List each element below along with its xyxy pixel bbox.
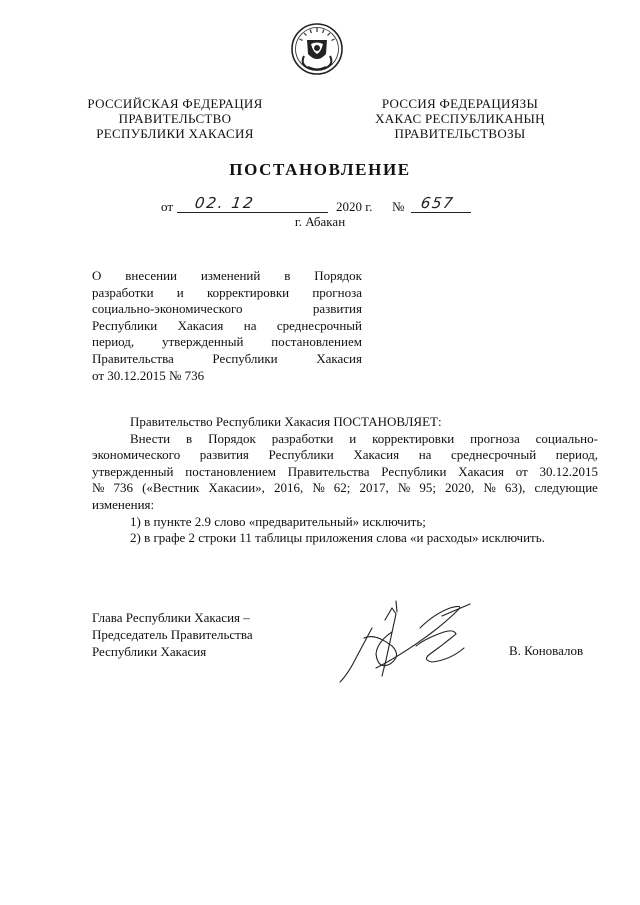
word: на [418, 447, 432, 463]
subject-block [92, 268, 362, 384]
word: Хакасии», [208, 480, 265, 496]
word: Республики [381, 463, 447, 479]
word: постановлением [185, 463, 276, 479]
amendment-item: 2) в графе 2 строки 11 таблицы приложения слова «и расходы» исключить. [130, 530, 545, 546]
date-underline [177, 212, 328, 213]
document-type-title: ПОСТАНОВЛЕНИЕ [229, 160, 411, 179]
word: Хакасия [353, 447, 400, 463]
word: Хакасия [316, 350, 362, 366]
year-suffix: 2020 г. [336, 199, 373, 214]
city-name: г. Абакан [294, 214, 346, 229]
subject-line-last: от 30.12.2015 № 736 [92, 367, 205, 383]
header-right-line: ПРАВИТЕЛЬСТВОЗЫ [394, 126, 526, 141]
word: № [312, 480, 325, 496]
word: 95; [419, 480, 436, 496]
signatory-title-line: Председатель Правительства [92, 627, 253, 642]
word: Порядок [314, 268, 362, 283]
word: («Вестник [142, 480, 200, 496]
header-left-line: РЕСПУБЛИКИ ХАКАСИЯ [96, 126, 254, 141]
header-right-block [368, 96, 552, 141]
header-right-line: ХАКАС РЕСПУБЛИКАНЫҢ [375, 111, 545, 126]
word: и [176, 284, 184, 300]
word: утвержденный [161, 334, 244, 350]
subject-line [92, 351, 362, 368]
word: развития [312, 301, 362, 317]
signatory-name: В. Коновалов [509, 643, 584, 658]
word: от [515, 463, 528, 479]
subject-line [92, 285, 362, 302]
word: среднесрочный [451, 447, 537, 463]
subject-line [92, 301, 362, 318]
word: изменений [200, 268, 261, 283]
word: в [186, 430, 193, 446]
word: № [397, 480, 411, 496]
word: О [92, 268, 102, 283]
word: № [92, 480, 105, 496]
subject-line [92, 318, 362, 335]
word: корректировки [372, 430, 455, 446]
signatory-title-line: Республики Хакасия [92, 644, 207, 659]
word: постановлением [271, 334, 362, 350]
word: 2020, [445, 480, 475, 496]
resolution-intro: Правительство Республики Хакасия ПОСТАНОВЛЯЕТ: [130, 414, 442, 429]
word: Республики [92, 317, 158, 333]
word: корректировки [206, 284, 290, 300]
word: период, [92, 334, 135, 350]
word: на [243, 317, 257, 333]
word: социально-экономического [92, 301, 243, 317]
word: Республики [212, 350, 278, 366]
word: 63), [504, 480, 526, 496]
word: разработки [271, 430, 334, 446]
word: 62; [333, 480, 351, 496]
paragraph-line [92, 431, 598, 448]
handwritten-date: 02. 12 [193, 194, 256, 212]
paragraph-line [92, 464, 598, 481]
header-right-line: РОССИЯ ФЕДЕРАЦИЯЗЫ [381, 96, 539, 111]
paragraph-line-last: изменения: [92, 496, 155, 512]
header-left-line: РОССИЙСКАЯ ФЕДЕРАЦИЯ [87, 96, 263, 111]
number-underline [411, 212, 471, 213]
word: Порядок [208, 430, 256, 446]
subject-line [92, 268, 362, 285]
word: прогноза [470, 430, 520, 446]
subject-line [92, 334, 362, 351]
hakassia-coat-of-arms-icon [290, 22, 344, 76]
word: развития [199, 447, 249, 463]
word: Хакасия [177, 317, 224, 333]
word: 2017, [359, 480, 389, 496]
header-left-line: ПРАВИТЕЛЬСТВО [118, 111, 232, 126]
word: 2016, [273, 480, 304, 496]
word: экономического [92, 447, 181, 463]
word: прогноза [312, 284, 362, 300]
number-sign: № [392, 199, 405, 214]
paragraph-line [92, 447, 598, 464]
word: социально- [535, 430, 598, 446]
word: Внести [130, 430, 171, 446]
signatory-title-line: Глава Республики Хакасия – [92, 610, 250, 625]
word: следующие [534, 480, 598, 496]
word: разработки [92, 284, 154, 300]
word: период, [555, 447, 598, 463]
signatory-title [92, 609, 253, 660]
word: внесении [125, 268, 177, 283]
word: в [284, 268, 291, 283]
date-prefix: от [161, 199, 174, 214]
resolution-body [92, 414, 598, 547]
word: Хакасия [458, 463, 504, 479]
word: среднесрочный [276, 317, 362, 333]
handwritten-number: 657 [419, 194, 456, 212]
word: и [349, 430, 357, 446]
word: Правительства [92, 350, 174, 366]
word: 736 [113, 480, 133, 496]
handwritten-signature [330, 598, 480, 688]
word: утвержденный [92, 463, 174, 479]
word: № [483, 480, 496, 496]
paragraph-line [92, 480, 598, 497]
word: 30.12.2015 [539, 463, 598, 479]
word: Правительства [287, 463, 370, 479]
header-left-block [80, 96, 270, 141]
word: Республики [268, 447, 334, 463]
amendment-item: 1) в пункте 2.9 слово «предварительный» исключить; [130, 513, 426, 529]
